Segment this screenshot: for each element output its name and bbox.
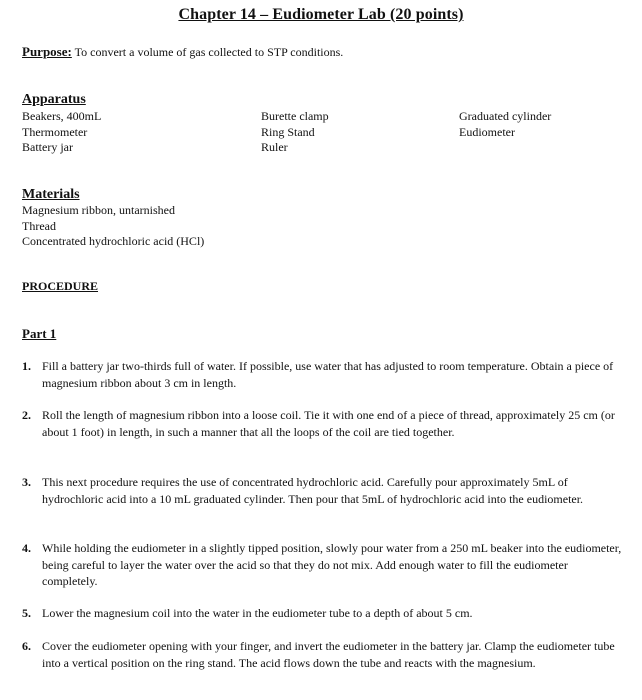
apparatus-item: Ruler [261,140,288,154]
step-text: Lower the magnesium coil into the water in the eudiometer tube to a depth of about 5 cm. [42,606,473,620]
purpose-line [22,44,343,60]
step-text: While holding the eudiometer in a slightly tipped position, slowly pour water from a 250 mL beaker into the eudiometer, being careful to layer the water over the acid so that they do not mix. Add enough water to fill the eudiometer completely. [42,541,622,588]
apparatus-item: Burette clamp [261,109,329,123]
apparatus-item: Beakers, 400mL [22,109,102,123]
apparatus-item: Eudiometer [459,124,515,139]
procedure-step-6 [22,638,622,671]
apparatus-item: Battery jar [22,140,73,154]
purpose-label: Purpose: [22,44,72,59]
step-text: Fill a battery jar two-thirds full of water. If possible, use water that has adjusted to room temperature. Obtain a piece of magnesium ribbon about 3 cm in length. [42,359,614,390]
apparatus-column-1 [22,109,101,156]
procedure-step-4 [22,540,622,590]
page-title: Chapter 14 – Eudiometer Lab (20 points) [178,6,464,23]
procedure-step-3 [22,474,622,507]
step-number: 6. [22,639,31,653]
step-number: 5. [22,606,31,620]
apparatus-item: Thermometer [22,124,88,139]
apparatus-item: Graduated cylinder [459,109,552,123]
procedure-heading: PROCEDURE [22,279,99,293]
apparatus-column-2 [261,109,329,156]
step-number: 3. [22,475,31,489]
apparatus-item: Ring Stand [261,124,315,139]
step-number: 2. [22,408,31,422]
step-text: Cover the eudiometer opening with your finger, and invert the eudiometer in the battery jar. Clamp the eudiometer tube into a vertical position on the ring stand. The acid flows down the tube and reacts with the magnesium. [42,639,615,670]
apparatus-column-3 [459,109,551,140]
step-text: Roll the length of magnesium ribbon into a loose coil. Tie it with one end of a piece of thread, approximately 25 cm (or about 1 foot) in length, in such a manner that all the loops of the coil are tied together. [42,408,615,439]
materials-item: Thread [22,218,56,233]
part-1-heading: Part 1 [22,326,57,341]
materials-item: Concentrated hydrochloric acid (HCl) [22,234,205,248]
apparatus-heading: Apparatus [22,92,86,107]
procedure-step-2 [22,407,622,440]
materials-list [22,203,204,250]
purpose-text: To convert a volume of gas collected to STP conditions. [74,45,344,59]
procedure-step-5 [22,605,622,622]
step-number: 4. [22,541,31,555]
procedure-step-1 [22,358,622,391]
step-number: 1. [22,359,31,373]
step-text: This next procedure requires the use of concentrated hydrochloric acid. Carefully pour approximately 5mL of hydrochloric acid into a 10 mL graduated cylinder. Then pour that 5mL of hydrochloric acid into the eudiometer. [42,475,584,506]
materials-heading: Materials [22,187,80,202]
materials-item: Magnesium ribbon, untarnished [22,203,175,217]
